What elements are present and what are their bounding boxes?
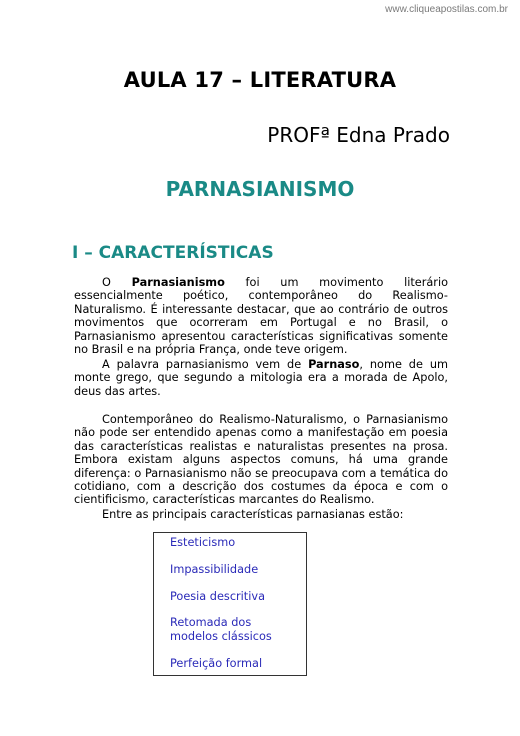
features-box	[153, 532, 307, 676]
paragraph-2	[74, 358, 448, 398]
feature-item: Impassibilidade	[170, 562, 259, 576]
paragraph-4: Entre as principais características parnasianas estão:	[102, 508, 404, 521]
feature-item: Poesia descritiva	[170, 589, 265, 603]
paragraph-1	[74, 276, 448, 356]
teacher-name: PROFª Edna Prado	[267, 123, 450, 147]
page-title: AULA 17 – LITERATURA	[123, 68, 397, 92]
paragraph-2-pre: A palavra parnasianismo vem de	[102, 358, 309, 371]
paragraph-1-pre: O	[102, 276, 132, 289]
paragraph-2-post: , nome de um monte grego, que segundo a mitologia era a morada de Apolo, deus das artes.	[74, 358, 448, 398]
feature-item: Esteticismo	[170, 536, 236, 549]
section-heading: I – CARACTERÍSTICAS	[72, 243, 274, 263]
paragraph-1-bold: Parnasianismo	[131, 276, 225, 289]
subject-heading: PARNASIANISMO	[165, 177, 355, 201]
site-url: www.cliqueapostilas.com.br	[385, 4, 508, 15]
feature-item: Retomada dos modelos clássicos	[170, 616, 272, 643]
paragraph-3: Contemporâneo do Realismo-Naturalismo, o Parnasianismo não pode ser entendido apenas como a manifestação em poesia das características realistas e naturalistas presentes na prosa. Embora existam alguns aspectos comuns, há uma grande diferença: o Parnasianismo não se preocupava com a temática do cotidiano, com a descrição dos costumes da época e com o cientificismo, características marcantes do Realismo.	[74, 413, 448, 507]
feature-item: Perfeição formal	[170, 656, 263, 670]
paragraph-2-bold: Parnaso	[308, 358, 360, 371]
paragraph-1-post: foi um movimento literário essencialmente poético, contemporâneo do Realismo-Naturalismo. É interessante destacar, que ao contrário de outros movimentos que ocorreram em Portugal e no Brasil, o Parnasianismo apresentou características significativas somente no Brasil e na própria França, onde teve origem.	[74, 276, 449, 357]
